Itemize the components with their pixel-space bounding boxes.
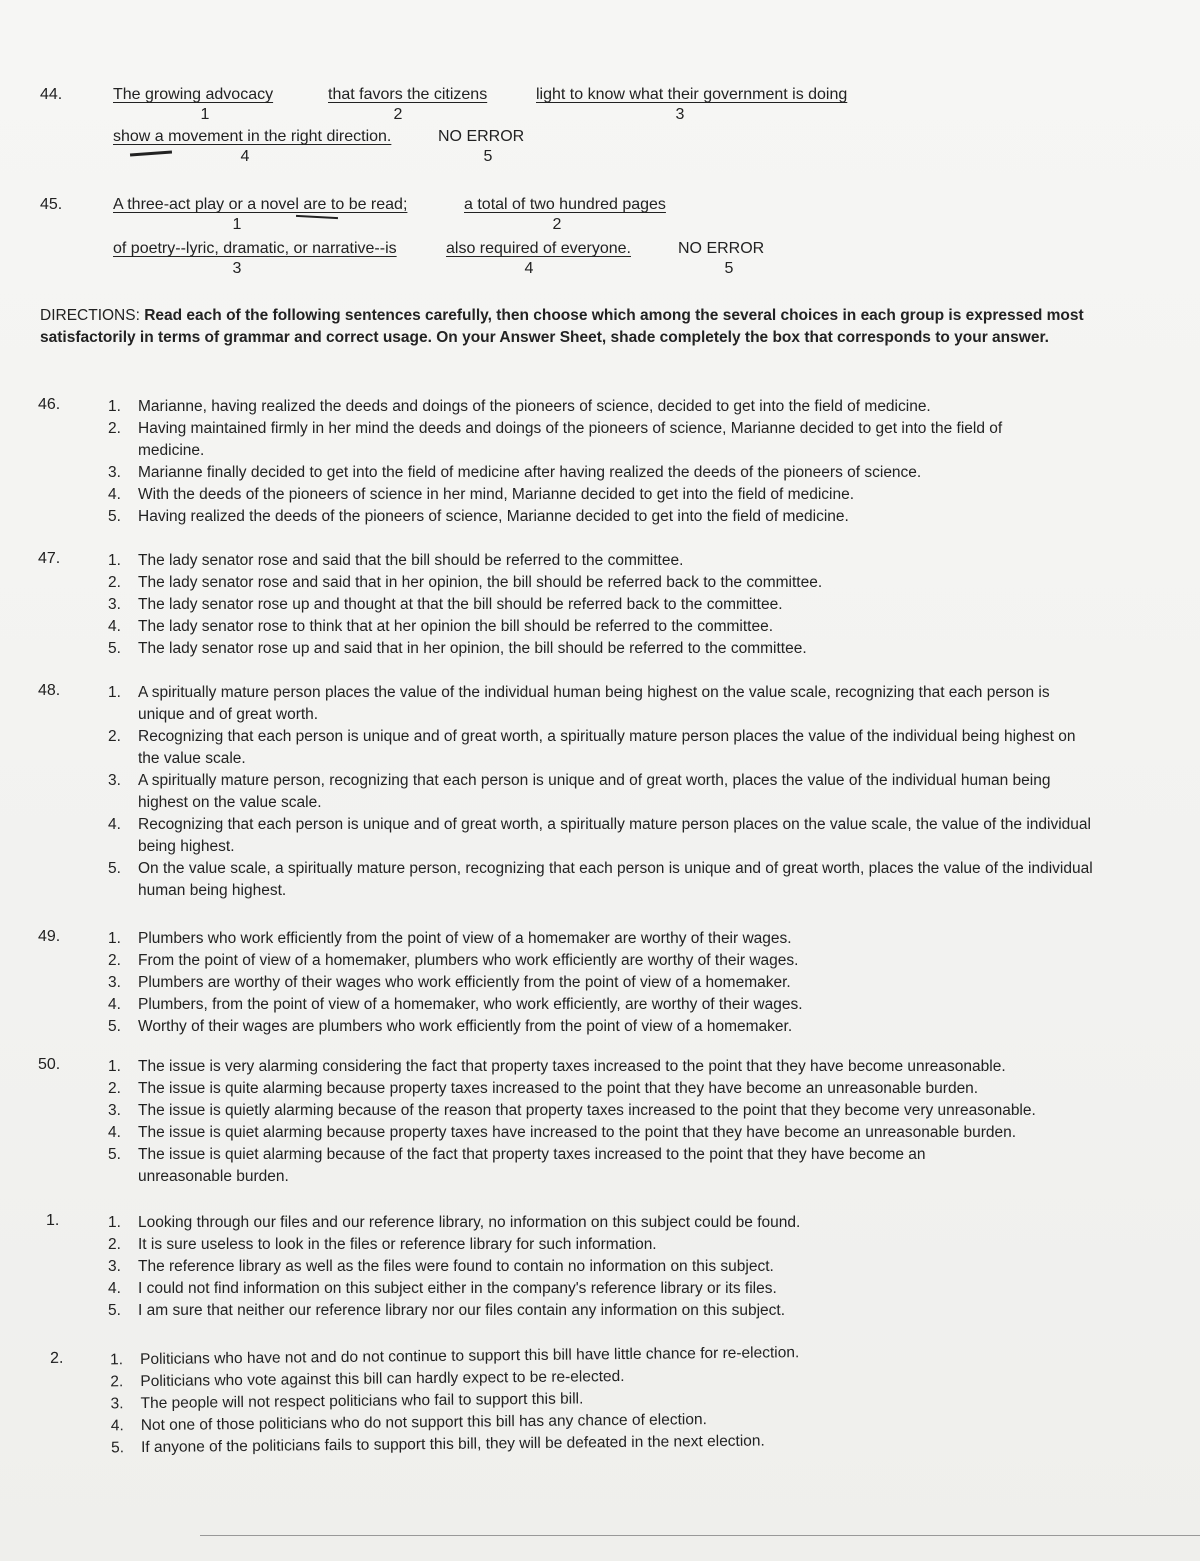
- option-text: Plumbers who work efficiently from the point of view of a homemaker are worthy of their wages.: [138, 930, 792, 947]
- segment-2-number: 2: [552, 216, 562, 233]
- option-text: Having maintained firmly in her mind the deeds and doings of the pioneers of science, Marianne decided to get into the field of medicine.: [138, 420, 1003, 459]
- option-text: Plumbers, from the point of view of a homemaker, who work efficiently, are worthy of their wages.: [138, 996, 803, 1013]
- option-text: The issue is quiet alarming because of the fact that property taxes increased to the point that they have become an unreasonable burden.: [138, 1146, 926, 1185]
- segment-1-number: 1: [232, 216, 242, 233]
- option-1: [38, 682, 1158, 726]
- question-number: 46.: [38, 396, 61, 413]
- question-50: [38, 1056, 1158, 1188]
- option-4: [38, 616, 1158, 638]
- option-text: Recognizing that each person is unique and of great worth, a spiritually mature person places on the value scale, the value of the individual being highest.: [138, 816, 1091, 855]
- option-5: [38, 638, 1158, 660]
- option-number: 5.: [108, 1018, 121, 1035]
- option-text: Recognizing that each person is unique and of great worth, a spiritually mature person places the value of the individual being highest on the value scale.: [138, 728, 1076, 767]
- option-5: [38, 858, 1158, 902]
- segment-1-number: 1: [200, 106, 210, 123]
- option-text: Having realized the deeds of the pioneers of science, Marianne decided to get into the field of medicine.: [138, 508, 849, 525]
- option-number: 3.: [108, 772, 121, 789]
- directions: [40, 305, 1120, 349]
- option-5: [46, 1300, 1166, 1322]
- option-text: A spiritually mature person, recognizing that each person is unique and of great worth, places the value of the individual human being highest on the value scale.: [138, 772, 1051, 811]
- question-number: 1.: [46, 1212, 60, 1229]
- option-number: 1.: [108, 398, 121, 415]
- question-47: [38, 550, 1158, 660]
- option-number: 2.: [108, 952, 121, 969]
- option-4: [38, 484, 1158, 506]
- segment-1: The growing advocacy: [113, 86, 274, 103]
- option-text: The lady senator rose and said that in her opinion, the bill should be referred back to the committee.: [138, 574, 823, 591]
- option-3: [38, 972, 1158, 994]
- option-number: 4.: [108, 1124, 121, 1141]
- option-number: 1.: [108, 552, 121, 569]
- option-text: Looking through our files and our reference library, no information on this subject could be found.: [138, 1214, 801, 1231]
- question-number: 2.: [50, 1349, 64, 1367]
- question-number: 45.: [40, 196, 63, 213]
- option-text: I am sure that neither our reference library nor our files contain any information on this subject.: [138, 1302, 786, 1319]
- option-number: 1.: [108, 1058, 121, 1075]
- option-text: On the value scale, a spiritually mature person, recognizing that each person is unique and of great worth, places the value of the individual human being highest.: [138, 860, 1093, 899]
- question-number: 47.: [38, 550, 61, 567]
- option-number: 5.: [108, 508, 121, 525]
- option-number: 3.: [110, 1395, 124, 1413]
- option-number: 5.: [108, 1146, 121, 1163]
- option-5: [38, 1144, 1158, 1188]
- option-number: 3.: [108, 1258, 121, 1275]
- option-3: [38, 462, 1158, 484]
- option-number: 5.: [108, 640, 121, 657]
- option-number: 4.: [108, 996, 121, 1013]
- option-text: With the deeds of the pioneers of science in her mind, Marianne decided to get into the field of medicine.: [138, 486, 855, 503]
- option-text: Politicians who vote against this bill can hardly expect to be re-elected.: [140, 1367, 625, 1391]
- segment-3-number: 3: [232, 260, 242, 277]
- question-1: [46, 1212, 1166, 1322]
- option-number: 2.: [108, 1236, 121, 1253]
- segment-3: of poetry--lyric, dramatic, or narrative--is: [113, 240, 397, 257]
- option-2: [38, 418, 1158, 462]
- option-text: I could not find information on this subject either in the company's reference library or its files.: [138, 1280, 777, 1297]
- option-1: [46, 1212, 1166, 1234]
- option-number: 1.: [110, 1351, 124, 1369]
- segment-1: A three-act play or a novel are to be read;: [113, 196, 408, 213]
- question-number: 50.: [38, 1056, 61, 1073]
- option-2: [38, 572, 1158, 594]
- question-48: [38, 682, 1158, 902]
- option-number: 2.: [108, 1080, 121, 1097]
- option-number: 5.: [108, 860, 121, 877]
- option-number: 2.: [108, 728, 121, 745]
- directions-label: DIRECTIONS:: [40, 307, 140, 324]
- option-text: The issue is very alarming considering the fact that property taxes increased to the point that they have become unreasonable.: [138, 1058, 1006, 1075]
- option-3: [38, 1100, 1158, 1122]
- option-number: 1.: [108, 930, 121, 947]
- option-4: [38, 994, 1158, 1016]
- option-number: 5.: [108, 1302, 121, 1319]
- option-3: [38, 594, 1158, 616]
- option-4: [46, 1278, 1166, 1300]
- option-number: 2.: [108, 420, 121, 437]
- option-number: 4.: [108, 816, 121, 833]
- segment-3-number: 3: [675, 106, 685, 123]
- question-46: [38, 396, 1158, 528]
- option-text: Not one of those politicians who do not support this bill has any chance of election.: [140, 1411, 707, 1435]
- option-text: The reference library as well as the files were found to contain no information on this subject.: [138, 1258, 774, 1275]
- option-1: [38, 550, 1158, 572]
- option-2: [46, 1234, 1166, 1256]
- option-text: A spiritually mature person places the value of the individual human being highest on the value scale, recognizing that each person is unique and of great worth.: [138, 684, 1050, 723]
- option-text: The people will not respect politicians who fail to support this bill.: [140, 1390, 584, 1413]
- segment-2: that favors the citizens: [328, 86, 488, 103]
- option-text: It is sure useless to look in the files or reference library for such information.: [138, 1236, 657, 1253]
- pen-mark: [296, 215, 338, 219]
- option-text: The issue is quietly alarming because of the reason that property taxes increased to the point that they become very unreasonable.: [138, 1102, 1036, 1119]
- segment-4: show a movement in the right direction.: [113, 128, 392, 145]
- segment-2-number: 2: [393, 106, 403, 123]
- option-text: Marianne, having realized the deeds and doings of the pioneers of science, decided to get into the field of medicine.: [138, 398, 931, 415]
- option-number: 4.: [108, 618, 121, 635]
- segment-4: also required of everyone.: [446, 240, 631, 257]
- option-text: The issue is quiet alarming because property taxes have increased to the point that they have become an unreasonable burden.: [138, 1124, 1017, 1141]
- option-1: [38, 928, 1158, 950]
- question-number: 49.: [38, 928, 61, 945]
- option-text: The issue is quite alarming because property taxes increased to the point that they have become an unreasonable burden.: [138, 1080, 979, 1097]
- option-4: [38, 814, 1158, 858]
- option-text: The lady senator rose up and thought at that the bill should be referred back to the committee.: [138, 596, 783, 613]
- question-number: 44.: [40, 86, 63, 103]
- option-text: Plumbers are worthy of their wages who work efficiently from the point of view of a homemaker.: [138, 974, 791, 991]
- pen-mark: [130, 151, 172, 157]
- segment-3: light to know what their government is doing: [536, 86, 848, 103]
- page-edge-line: [200, 1535, 1200, 1536]
- segment-4-number: 4: [524, 260, 534, 277]
- option-5: [38, 1016, 1158, 1038]
- no-error-label: NO ERROR: [438, 128, 525, 145]
- option-text: The lady senator rose and said that the bill should be referred to the committee.: [138, 552, 684, 569]
- question-2: [50, 1338, 1171, 1460]
- option-number: 3.: [108, 974, 121, 991]
- option-3: [46, 1256, 1166, 1278]
- option-text: The lady senator rose to think that at her opinion the bill should be referred to the committee.: [138, 618, 774, 635]
- option-number: 3.: [108, 464, 121, 481]
- option-1: [38, 396, 1158, 418]
- option-number: 1.: [108, 684, 121, 701]
- option-text: The lady senator rose up and said that in her opinion, the bill should be referred to the committee.: [138, 640, 807, 657]
- option-1: [38, 1056, 1158, 1078]
- option-5: [38, 506, 1158, 528]
- option-3: [38, 770, 1158, 814]
- question-49: [38, 928, 1158, 1038]
- no-error-number: 5: [483, 148, 493, 165]
- option-text: Politicians who have not and do not continue to support this bill have little chance for re-election.: [140, 1344, 800, 1369]
- no-error-label: NO ERROR: [678, 240, 765, 257]
- directions-text: Read each of the following sentences carefully, then choose which among the several choices in each group is expressed most satisfactorily in terms of grammar and correct usage. On your Answer Sheet, shade completely the box that corresponds to your answer.: [40, 307, 1084, 346]
- option-number: 4.: [108, 1280, 121, 1297]
- option-2: [38, 726, 1158, 770]
- option-text: From the point of view of a homemaker, plumbers who work efficiently are worthy of their wages.: [138, 952, 799, 969]
- option-number: 2.: [108, 574, 121, 591]
- option-number: 5.: [110, 1439, 125, 1457]
- option-number: 2.: [110, 1373, 124, 1391]
- option-number: 1.: [108, 1214, 121, 1231]
- option-number: 3.: [108, 596, 121, 613]
- question-number: 48.: [38, 682, 61, 699]
- segment-2: a total of two hundred pages: [464, 196, 666, 213]
- no-error-number: 5: [724, 260, 734, 277]
- option-number: 3.: [108, 1102, 121, 1119]
- option-2: [38, 1078, 1158, 1100]
- segment-4-number: 4: [240, 148, 250, 165]
- option-number: 4.: [108, 486, 121, 503]
- option-text: If anyone of the politicians fails to support this bill, they will be defeated in the next election.: [140, 1432, 765, 1457]
- option-2: [38, 950, 1158, 972]
- option-number: 4.: [110, 1417, 124, 1435]
- option-text: Worthy of their wages are plumbers who work efficiently from the point of view of a homemaker.: [138, 1018, 793, 1035]
- option-4: [38, 1122, 1158, 1144]
- option-text: Marianne finally decided to get into the field of medicine after having realized the deeds of the pioneers of science.: [138, 464, 922, 481]
